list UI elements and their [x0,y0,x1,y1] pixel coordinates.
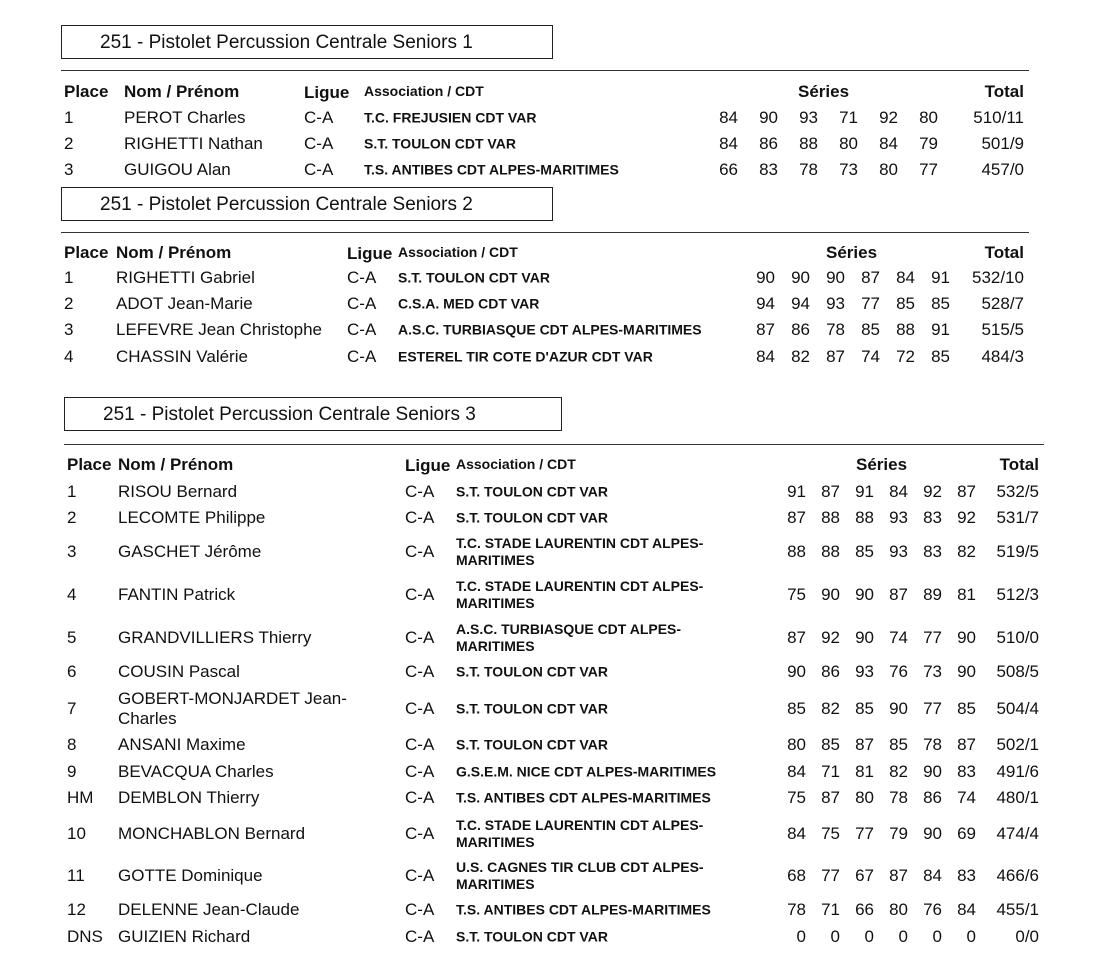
association-cell: U.S. CAGNES TIR CLUB CDT ALPES-MARITIMES [456,859,704,892]
series-score-cell: 76 [923,900,942,919]
association-cell: A.S.C. TURBIASQUE CDT ALPES-MARITIMES [456,621,682,654]
series-score-cell: 90 [759,108,778,127]
result-row [0,148,1100,192]
place-cell: 2 [64,134,74,153]
header-place: Place [64,82,109,101]
series-score-cell: 90 [957,662,976,681]
name-cell: GOBERT-MONJARDET Jean-Charles [118,689,347,728]
series-score-cell: 85 [855,542,874,561]
place-cell: 1 [64,268,74,287]
series-score-cell: 81 [855,762,874,781]
place-cell: 2 [64,294,74,313]
name-cell: RISOU Bernard [118,482,238,501]
series-score-cell: 92 [923,482,942,501]
association-cell: S.T. TOULON CDT VAR [364,135,516,152]
series-score-cell: 90 [787,662,806,681]
series-score-cell: 86 [821,662,840,681]
association-cell: C.S.A. MED CDT VAR [398,295,540,312]
series-score-cell: 90 [889,699,908,718]
total-cell: 519/5 [996,542,1039,561]
series-score-cell: 77 [919,160,938,179]
series-score-cell: 87 [821,482,840,501]
series-score-cell: 0 [898,927,908,946]
series-score-cell: 85 [821,735,840,754]
series-score-cell: 90 [826,268,845,287]
series-score-cell: 80 [879,160,898,179]
series-score-cell: 81 [957,585,976,604]
name-cell: ANSANI Maxime [118,735,246,754]
series-score-cell: 82 [957,542,976,561]
header-total: Total [999,455,1039,474]
name-cell: MONCHABLON Bernard [118,824,306,843]
total-cell: 510/11 [973,108,1024,127]
association-cell: S.T. TOULON CDT VAR [456,928,608,945]
series-score-cell: 93 [799,108,818,127]
total-cell: 455/1 [996,900,1039,919]
series-score-cell: 73 [839,160,858,179]
series-score-cell: 93 [889,508,908,527]
series-score-cell: 73 [923,662,942,681]
section-divider [61,70,1029,71]
association-cell: S.T. TOULON CDT VAR [456,736,608,753]
series-score-cell: 69 [957,824,976,843]
total-cell: 532/5 [996,482,1039,501]
place-cell: 10 [67,824,86,843]
result-row [0,915,1100,959]
series-score-cell: 90 [957,628,976,647]
series-score-cell: 94 [791,294,810,313]
header-place: Place [64,243,109,262]
series-score-cell: 89 [923,585,942,604]
series-score-cell: 90 [923,762,942,781]
ligue-cell: C-A [405,824,435,843]
association-cell: T.C. STADE LAURENTIN CDT ALPES-MARITIMES [456,578,704,611]
place-cell: 3 [67,542,77,561]
series-score-cell: 82 [821,699,840,718]
association-cell: S.T. TOULON CDT VAR [398,269,550,286]
header-place: Place [67,455,112,474]
series-score-cell: 78 [799,160,818,179]
section-divider [64,444,1044,445]
result-row [0,335,1100,379]
name-cell: DEMBLON Thierry [118,788,260,807]
total-cell: 0/0 [1015,927,1039,946]
series-score-cell: 77 [923,699,942,718]
series-score-cell: 80 [855,788,874,807]
series-score-cell: 85 [861,320,880,339]
series-score-cell: 91 [787,482,806,501]
series-score-cell: 84 [957,900,976,919]
association-cell: T.S. ANTIBES CDT ALPES-MARITIMES [456,901,711,918]
place-cell: 1 [67,482,77,501]
series-score-cell: 87 [756,320,775,339]
series-score-cell: 84 [787,824,806,843]
ligue-cell: C-A [304,134,334,153]
association-cell: S.T. TOULON CDT VAR [456,483,608,500]
series-score-cell: 82 [889,762,908,781]
series-score-cell: 82 [791,347,810,366]
series-score-cell: 87 [889,585,908,604]
header-total: Total [984,82,1024,101]
name-cell: ADOT Jean-Marie [116,294,253,313]
series-score-cell: 90 [855,628,874,647]
place-cell: 5 [67,628,77,647]
total-cell: 531/7 [996,508,1039,527]
place-cell: 3 [64,320,74,339]
ligue-cell: C-A [405,900,435,919]
series-score-cell: 0 [864,927,874,946]
ligue-cell: C-A [405,927,435,946]
association-cell: G.S.E.M. NICE CDT ALPES-MARITIMES [456,763,717,780]
series-score-cell: 67 [855,866,874,885]
place-cell: 4 [64,347,74,366]
total-cell: 532/10 [972,268,1024,287]
name-cell: GRANDVILLIERS Thierry [118,628,312,647]
series-score-cell: 87 [889,866,908,885]
series-score-cell: 0 [796,927,806,946]
series-score-cell: 71 [839,108,858,127]
place-cell: 8 [67,735,77,754]
series-score-cell: 75 [787,585,806,604]
series-score-cell: 91 [855,482,874,501]
series-score-cell: 84 [719,134,738,153]
series-score-cell: 91 [931,268,950,287]
series-score-cell: 85 [957,699,976,718]
series-score-cell: 90 [756,268,775,287]
series-score-cell: 66 [855,900,874,919]
series-score-cell: 74 [861,347,880,366]
association-cell: S.T. TOULON CDT VAR [456,700,608,717]
series-score-cell: 87 [861,268,880,287]
ligue-cell: C-A [347,268,377,287]
name-cell: BEVACQUA Charles [118,762,274,781]
header-series: Séries [826,243,878,262]
name-cell: LECOMTE Philippe [118,508,266,527]
name-cell: DELENNE Jean-Claude [118,900,300,919]
series-score-cell: 78 [923,735,942,754]
series-score-cell: 90 [821,585,840,604]
series-score-cell: 85 [896,294,915,313]
header-association: Association / CDT [364,83,484,99]
association-cell: ESTEREL TIR COTE D'AZUR CDT VAR [398,348,653,365]
series-score-cell: 87 [957,735,976,754]
series-score-cell: 93 [826,294,845,313]
series-score-cell: 83 [923,508,942,527]
association-cell: T.C. FREJUSIEN CDT VAR [364,109,537,126]
series-score-cell: 90 [791,268,810,287]
ligue-cell: C-A [405,585,435,604]
total-cell: 480/1 [996,788,1039,807]
series-score-cell: 84 [719,108,738,127]
place-cell: 2 [67,508,77,527]
ligue-cell: C-A [304,160,334,179]
ligue-cell: C-A [405,662,435,681]
series-score-cell: 80 [889,900,908,919]
series-score-cell: 85 [931,347,950,366]
ligue-cell: C-A [347,347,377,366]
series-score-cell: 83 [759,160,778,179]
name-cell: GOTTE Dominique [118,866,263,885]
ligue-cell: C-A [347,294,377,313]
header-ligue: Ligue [405,456,451,475]
series-score-cell: 94 [756,294,775,313]
place-cell: 1 [64,108,74,127]
series-score-cell: 85 [855,699,874,718]
header-name: Nom / Prénom [118,455,234,474]
series-score-cell: 88 [896,320,915,339]
series-score-cell: 76 [889,662,908,681]
series-score-cell: 66 [719,160,738,179]
total-cell: 528/7 [981,294,1024,313]
series-score-cell: 87 [957,482,976,501]
series-score-cell: 91 [931,320,950,339]
association-cell: T.S. ANTIBES CDT ALPES-MARITIMES [456,789,711,806]
series-score-cell: 80 [787,735,806,754]
series-score-cell: 85 [787,699,806,718]
series-score-cell: 88 [855,508,874,527]
place-cell: 11 [67,866,85,885]
series-score-cell: 77 [855,824,874,843]
total-cell: 502/1 [996,735,1039,754]
series-score-cell: 87 [855,735,874,754]
section-title: 251 - Pistolet Percussion Centrale Seniors 2 [61,187,553,221]
series-score-cell: 78 [889,788,908,807]
place-cell: DNS [67,927,103,946]
name-cell: FANTIN Patrick [118,585,236,604]
series-score-cell: 92 [957,508,976,527]
series-score-cell: 84 [896,268,915,287]
series-score-cell: 77 [861,294,880,313]
series-score-cell: 83 [923,542,942,561]
series-score-cell: 79 [889,824,908,843]
name-cell: GASCHET Jérôme [118,542,262,561]
total-cell: 504/4 [996,699,1039,718]
total-cell: 501/9 [981,134,1024,153]
series-score-cell: 88 [821,508,840,527]
series-score-cell: 75 [787,788,806,807]
series-score-cell: 90 [923,824,942,843]
series-score-cell: 87 [787,628,806,647]
series-score-cell: 80 [919,108,938,127]
ligue-cell: C-A [405,788,435,807]
series-score-cell: 92 [879,108,898,127]
name-cell: GUIZIEN Richard [118,927,251,946]
series-score-cell: 84 [787,762,806,781]
name-cell: RIGHETTI Gabriel [116,268,255,287]
place-cell: 4 [67,585,77,604]
series-score-cell: 93 [855,662,874,681]
total-cell: 510/0 [996,628,1039,647]
ligue-cell: C-A [405,699,435,718]
header-series: Séries [798,82,850,101]
series-score-cell: 74 [889,628,908,647]
ligue-cell: C-A [405,866,435,885]
series-score-cell: 83 [957,866,976,885]
header-ligue: Ligue [304,83,350,102]
place-cell: 12 [67,900,86,919]
series-score-cell: 87 [787,508,806,527]
ligue-cell: C-A [405,508,435,527]
header-association: Association / CDT [398,244,518,260]
association-cell: T.S. ANTIBES CDT ALPES-MARITIMES [364,161,619,178]
series-score-cell: 0 [966,927,976,946]
series-score-cell: 86 [791,320,810,339]
association-cell: S.T. TOULON CDT VAR [456,509,608,526]
series-score-cell: 72 [896,347,915,366]
ligue-cell: C-A [405,482,435,501]
header-name: Nom / Prénom [116,243,232,262]
name-cell: LEFEVRE Jean Christophe [116,320,322,339]
series-score-cell: 78 [787,900,806,919]
total-cell: 515/5 [981,320,1024,339]
series-score-cell: 75 [821,824,840,843]
series-score-cell: 84 [889,482,908,501]
name-cell: CHASSIN Valérie [116,347,248,366]
ligue-cell: C-A [347,320,377,339]
series-score-cell: 74 [957,788,976,807]
name-cell: RIGHETTI Nathan [124,134,263,153]
ligue-cell: C-A [405,542,435,561]
header-series: Séries [856,455,908,474]
place-cell: 3 [64,160,74,179]
ligue-cell: C-A [405,762,435,781]
header-name: Nom / Prénom [124,82,240,101]
result-row [0,812,1100,856]
ligue-cell: C-A [304,108,334,127]
name-cell: GUIGOU Alan [124,160,231,179]
total-cell: 466/6 [996,866,1039,885]
series-score-cell: 77 [821,866,840,885]
result-row [0,573,1100,617]
header-association: Association / CDT [456,456,576,472]
section-title: 251 - Pistolet Percussion Centrale Seniors 3 [64,397,562,431]
series-score-cell: 87 [826,347,845,366]
series-score-cell: 93 [889,542,908,561]
series-score-cell: 88 [799,134,818,153]
association-cell: T.C. STADE LAURENTIN CDT ALPES-MARITIMES [456,817,704,850]
series-score-cell: 0 [830,927,840,946]
total-cell: 457/0 [981,160,1024,179]
series-score-cell: 85 [889,735,908,754]
total-cell: 512/3 [996,585,1039,604]
total-cell: 474/4 [996,824,1039,843]
total-cell: 491/6 [996,762,1039,781]
series-score-cell: 78 [826,320,845,339]
association-cell: A.S.C. TURBIASQUE CDT ALPES-MARITIMES [398,321,702,338]
series-score-cell: 0 [932,927,942,946]
series-score-cell: 90 [855,585,874,604]
header-total: Total [984,243,1024,262]
series-score-cell: 71 [821,900,840,919]
name-cell: PEROT Charles [124,108,246,127]
series-score-cell: 85 [931,294,950,313]
series-score-cell: 84 [756,347,775,366]
association-cell: S.T. TOULON CDT VAR [456,663,608,680]
header-ligue: Ligue [347,244,393,263]
total-cell: 484/3 [981,347,1024,366]
ligue-cell: C-A [405,735,435,754]
series-score-cell: 83 [957,762,976,781]
total-cell: 508/5 [996,662,1039,681]
series-score-cell: 68 [787,866,806,885]
section-divider [61,232,1029,233]
name-cell: COUSIN Pascal [118,662,240,681]
series-score-cell: 84 [879,134,898,153]
place-cell: 9 [67,762,77,781]
series-score-cell: 88 [821,542,840,561]
place-cell: HM [67,788,94,807]
result-row [0,530,1100,574]
series-score-cell: 86 [759,134,778,153]
series-score-cell: 84 [923,866,942,885]
series-score-cell: 79 [919,134,938,153]
series-score-cell: 77 [923,628,942,647]
series-score-cell: 92 [821,628,840,647]
ligue-cell: C-A [405,628,435,647]
section-title: 251 - Pistolet Percussion Centrale Seniors 1 [61,25,553,59]
series-score-cell: 87 [821,788,840,807]
association-cell: T.C. STADE LAURENTIN CDT ALPES-MARITIMES [456,535,704,568]
series-score-cell: 71 [821,762,840,781]
series-score-cell: 86 [923,788,942,807]
place-cell: 7 [67,699,77,718]
series-score-cell: 80 [839,134,858,153]
place-cell: 6 [67,662,77,681]
series-score-cell: 88 [787,542,806,561]
